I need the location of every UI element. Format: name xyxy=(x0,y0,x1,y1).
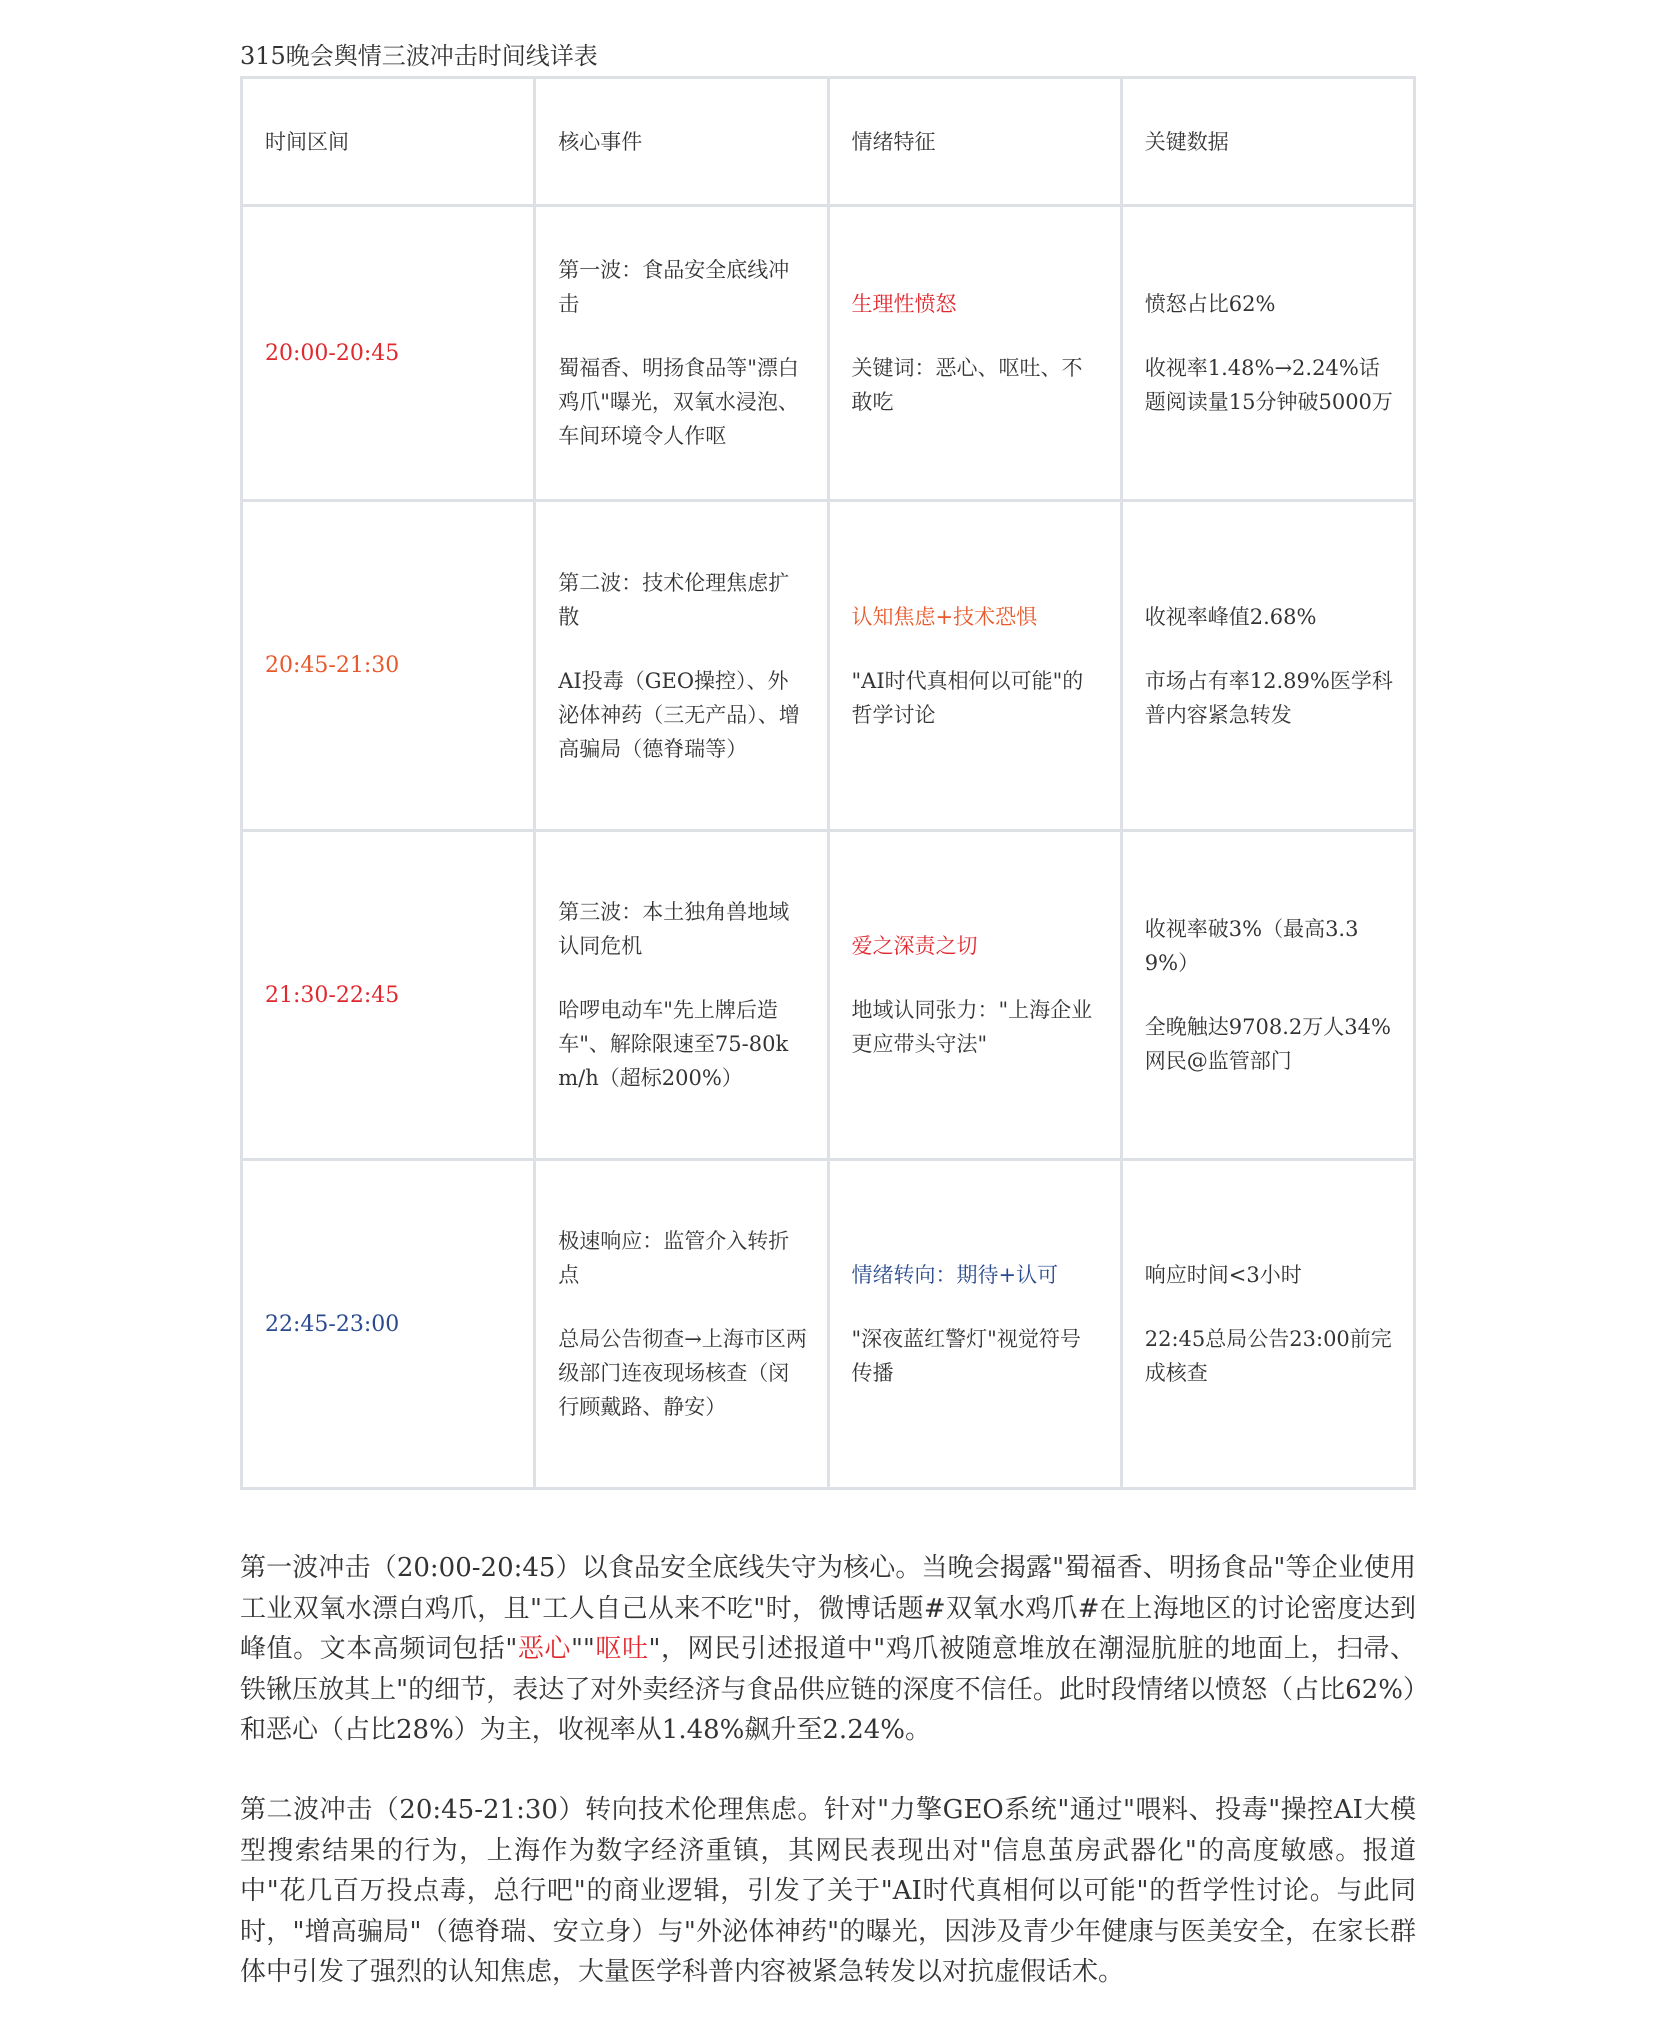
paragraph-text: "，网民引述报道中"鸡爪被随意堆放在潮湿肮脏的地面上，扫帚、铁锹压放其上"的细节，表达了对外卖经济与食品供应链的深度不信任。此时段情绪以愤怒（占比62%）和恶心（占比28%）为主，收视率从1.48%飙升至2.24%。 xyxy=(240,1634,1416,1745)
table-row xyxy=(242,1160,1415,1489)
paragraph-text: 第一波冲击（20:00-20:45）以食品安全底线失守为核心。当晚会揭露"蜀福香、明扬食品"等企业使用工业双氧水漂白鸡爪，且"工人自己从来不吃"时，微博话题#双氧水鸡爪#在上海地区的讨论密度达到峰值。文本高频词包括" xyxy=(240,1553,1416,1664)
event-title: 第三波：本土独角兽地域认同危机 xyxy=(558,900,790,958)
time-cell xyxy=(242,501,535,831)
key-data-1: 响应时间<3小时 xyxy=(1144,1263,1302,1287)
event-cell xyxy=(535,1160,828,1489)
key-data-2: 全晚触达9708.2万人34%网民@监管部门 xyxy=(1144,1015,1391,1073)
emotion-label: 爱之深责之切 xyxy=(851,934,978,958)
key-data-2: 市场占有率12.89%医学科普内容紧急转发 xyxy=(1144,668,1393,727)
time-range: 20:00-20:45 xyxy=(265,340,400,366)
event-title: 第一波：食品安全底线冲击 xyxy=(558,258,790,316)
event-title: 极速响应：监管介入转折点 xyxy=(558,1229,790,1287)
timeline-table xyxy=(240,76,1416,1490)
emotion-label: 生理性愤怒 xyxy=(851,292,957,316)
event-cell xyxy=(535,831,828,1160)
time-cell xyxy=(242,831,535,1160)
table-row xyxy=(242,206,1415,501)
highlight-keyword: 恶心 xyxy=(517,1634,571,1664)
emotion-detail: "深夜蓝红警灯"视觉符号传播 xyxy=(851,1327,1081,1385)
key-data-2: 收视率1.48%→2.24%话题阅读量15分钟破5000万 xyxy=(1144,356,1393,414)
emotion-label: 情绪转向：期待+认可 xyxy=(851,1263,1059,1287)
key-data-1: 愤怒占比62% xyxy=(1144,292,1276,316)
highlight-keyword: 呕吐 xyxy=(594,1634,649,1664)
table-header-row xyxy=(242,78,1415,206)
emotion-cell xyxy=(828,501,1121,831)
paragraph-text: "" xyxy=(570,1634,595,1664)
event-title: 第二波：技术伦理焦虑扩散 xyxy=(558,570,790,629)
emotion-cell xyxy=(828,1160,1121,1489)
emotion-detail: 地域认同张力："上海企业更应带头守法" xyxy=(851,998,1093,1056)
event-detail: 总局公告彻查→上海市区两级部门连夜现场核查（闵行顾戴路、静安） xyxy=(558,1327,807,1419)
key-data-1: 收视率峰值2.68% xyxy=(1144,604,1317,629)
time-range: 20:45-21:30 xyxy=(265,653,400,678)
analysis-paragraph-wave-1 xyxy=(240,1548,1416,1751)
emotion-detail: "AI时代真相何以可能"的哲学讨论 xyxy=(851,668,1084,727)
emotion-cell xyxy=(828,206,1121,501)
event-cell xyxy=(535,501,828,831)
time-cell xyxy=(242,1160,535,1489)
emotion-label: 认知焦虑+技术恐惧 xyxy=(851,604,1038,629)
event-detail: 蜀福香、明扬食品等"漂白鸡爪"曝光，双氧水浸泡、车间环境令人作呕 xyxy=(558,356,799,448)
time-range: 22:45-23:00 xyxy=(265,1311,400,1337)
data-cell xyxy=(1121,206,1414,501)
column-header-emotion: 情绪特征 xyxy=(828,78,1121,206)
emotion-detail: 关键词：恶心、呕吐、不敢吃 xyxy=(851,356,1083,414)
event-detail: AI投毒（GEO操控）、外泌体神药（三无产品）、增高骗局（德脊瑞等） xyxy=(558,668,800,761)
time-range: 21:30-22:45 xyxy=(265,982,400,1008)
time-cell xyxy=(242,206,535,501)
emotion-cell xyxy=(828,831,1121,1160)
table-title: 315晚会舆情三波冲击时间线详表 xyxy=(240,42,598,70)
column-header-data: 关键数据 xyxy=(1121,78,1414,206)
data-cell xyxy=(1121,501,1414,831)
key-data-2: 22:45总局公告23:00前完成核查 xyxy=(1144,1327,1392,1385)
key-data-1: 收视率破3%（最高3.39%） xyxy=(1144,917,1359,975)
table-row xyxy=(242,501,1415,831)
event-detail: 哈啰电动车"先上牌后造车"、解除限速至75-80km/h（超标200%） xyxy=(558,998,789,1090)
analysis-paragraph-wave-2: 第二波冲击（20:45-21:30）转向技术伦理焦虑。针对"力擎GEO系统"通过"喂料、投毒"操控AI大模型搜索结果的行为，上海作为数字经济重镇，其网民表现出对"信息茧房武器化"的高度敏感。报道中"花几百万投点毒，总行吧"的商业逻辑，引发了关于"AI时代真相何以可能"的哲学性讨论。与此同时，"增高骗局"（德脊瑞、安立身）与"外泌体神药"的曝光，因涉及青少年健康与医美安全，在家长群体中引发了强烈的认知焦虑，大量医学科普内容被紧急转发以对抗虚假话术。 xyxy=(240,1795,1416,1987)
data-cell xyxy=(1121,831,1414,1160)
column-header-event: 核心事件 xyxy=(535,78,828,206)
column-header-time: 时间区间 xyxy=(242,78,535,206)
event-cell xyxy=(535,206,828,501)
table-row xyxy=(242,831,1415,1160)
data-cell xyxy=(1121,1160,1414,1489)
